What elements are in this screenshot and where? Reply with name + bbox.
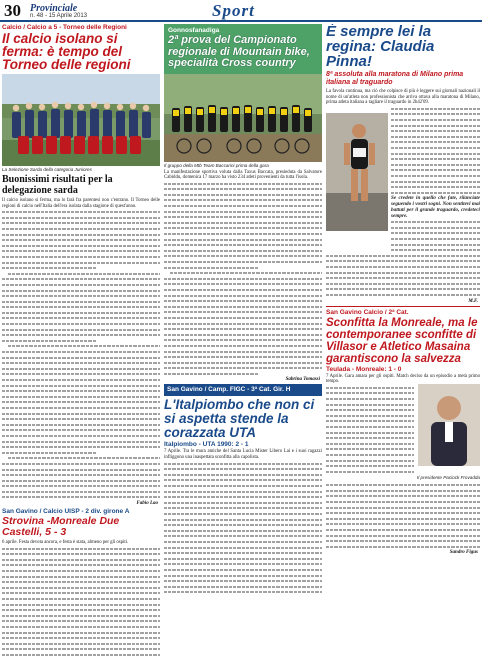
mid-headline: 2ª prova del Campionato regionale di Mountain bike, specialità Cross country bbox=[168, 34, 310, 69]
right-second-body-tail bbox=[326, 482, 480, 549]
issue-date: n. 48 - 15 Aprile 2013 bbox=[30, 13, 88, 19]
mid-article-body bbox=[164, 170, 322, 377]
left-second-intro: 6 aprile. Festa devota ancora, e festa è stata, almeno per gli ospiti. bbox=[2, 540, 129, 546]
mid-second-kicker-box bbox=[164, 384, 322, 396]
right-second-intro: 7 Aprile. Gara amara per gli ospiti. Match deciso da un episodio a metà primo tempo. bbox=[326, 373, 480, 385]
mid-second-intro: 7 Aprile. Tra le mura amiche del Santa Lucia Mister Libero Lai e i suoi ragazzi infliggono una inaspettata sconfitta alla capolista. bbox=[164, 449, 322, 461]
masthead bbox=[0, 0, 482, 22]
team-photo bbox=[2, 74, 160, 166]
mtb-headline-box bbox=[164, 24, 322, 74]
mid-score: Italpiombo - UTA 1990: 2 - 1 bbox=[164, 441, 249, 449]
president-photo-caption: Il presidente Paciock Frovadda bbox=[416, 475, 480, 481]
right-subtitle: 8ª assoluta alla maratona di Milano prima italiana al traguardo bbox=[326, 71, 464, 86]
right-divider bbox=[326, 306, 480, 307]
page-number: 30 bbox=[4, 1, 21, 20]
mid-kicker: Gonnosfanadiga bbox=[168, 27, 220, 34]
president-photo-image bbox=[418, 384, 480, 466]
team-photo-image bbox=[2, 74, 160, 166]
middle-column bbox=[164, 24, 322, 657]
left-kicker: Calcio / Calcio a 5 - Torneo delle Regioni bbox=[2, 24, 127, 31]
pinna-article bbox=[326, 89, 480, 304]
publication-name: Provinciale bbox=[30, 3, 78, 14]
mid-second-headline: L'Italpiombo che non ci si aspetta stende la corazzata UTA bbox=[164, 397, 315, 441]
right-kicker: San Gavino Calcio / 2ª Cat. bbox=[326, 308, 409, 316]
right-quote: Se credete in quello che fate, rilanciate seguendo i vostri sogni. Non sentitevi mai battuti per il grande traguardo, credeteci sempre. bbox=[391, 195, 480, 220]
left-article-body bbox=[2, 198, 160, 500]
left-column bbox=[2, 24, 160, 657]
left-second-headline: Strovina -Monreale Due Castelli, 5 - 3 bbox=[2, 515, 120, 539]
right-column bbox=[326, 24, 480, 657]
president-photo bbox=[418, 384, 480, 466]
team-photo-caption: La Selezione Sarda della categoria Juniores bbox=[2, 167, 92, 172]
right-headline2: Sconfitta la Monreale, ma le contemporanee sconfitte di Villasor e Atletico Masaina garantiscono la salvezza bbox=[326, 316, 478, 365]
left-article-intro: Il calcio isolano si ferma, ma lo farà fra parentesi non c'entrano. Il Torneo delle regioni di calcio nell'Italia dell'era isolata dalla stagione di quest'anno. bbox=[2, 198, 160, 209]
runner-photo bbox=[326, 113, 388, 231]
monreale-article bbox=[326, 374, 480, 556]
left-headline: Il calcio isolano si ferma: è tempo del Torneo delle regioni bbox=[2, 31, 131, 72]
runner-photo-image bbox=[326, 113, 388, 231]
right-headline: È sempre lei la regina: Claudia Pinna! bbox=[326, 24, 435, 70]
right-signature: M.F. bbox=[468, 298, 478, 304]
mid-article-intro: La manifestazione sportiva voluta dalla Taxus Baccata, presieduta da Salvatore Cabiddu, domenica 17 marzo ha visto 234 atleti provenienti da tutta l'isola. bbox=[164, 169, 322, 181]
mid-second-body bbox=[164, 449, 322, 594]
mid-signature: Sabrina Tomassi bbox=[285, 377, 320, 383]
section-title: Sport bbox=[212, 1, 255, 20]
left-article-text-lines bbox=[2, 209, 160, 500]
right-article-intro: La favola continua, ma ciò che colpisce di più è leggere sui giornali nazionali il nome di un'atleta non professionista che arriva ottava alla maratona di Milano, prima atleta italiana a tagliare il traguardo in 2h42'09. bbox=[326, 89, 480, 106]
left-second-body bbox=[2, 540, 160, 657]
right-score: Teulada - Monreale: 1 - 0 bbox=[326, 365, 402, 373]
mtb-photo-caption: Il gruppo della Mtb Team Baccarini prima della gara bbox=[164, 162, 269, 168]
mtb-photo bbox=[164, 74, 322, 162]
right-signature2: Sandro Figus bbox=[449, 550, 478, 556]
mid-second-kicker: San Gavino / Camp. FIGC - 3ª Cat. Gir. H bbox=[167, 386, 291, 394]
left-signature: Fabio Lao bbox=[136, 501, 158, 507]
left-second-kicker: San Gavino / Calcio UISP - 2 div. girone A bbox=[2, 508, 130, 516]
mtb-photo-image bbox=[164, 74, 322, 162]
left-subhead: Buonissimi risultati per la delegazione sarda bbox=[2, 174, 113, 196]
